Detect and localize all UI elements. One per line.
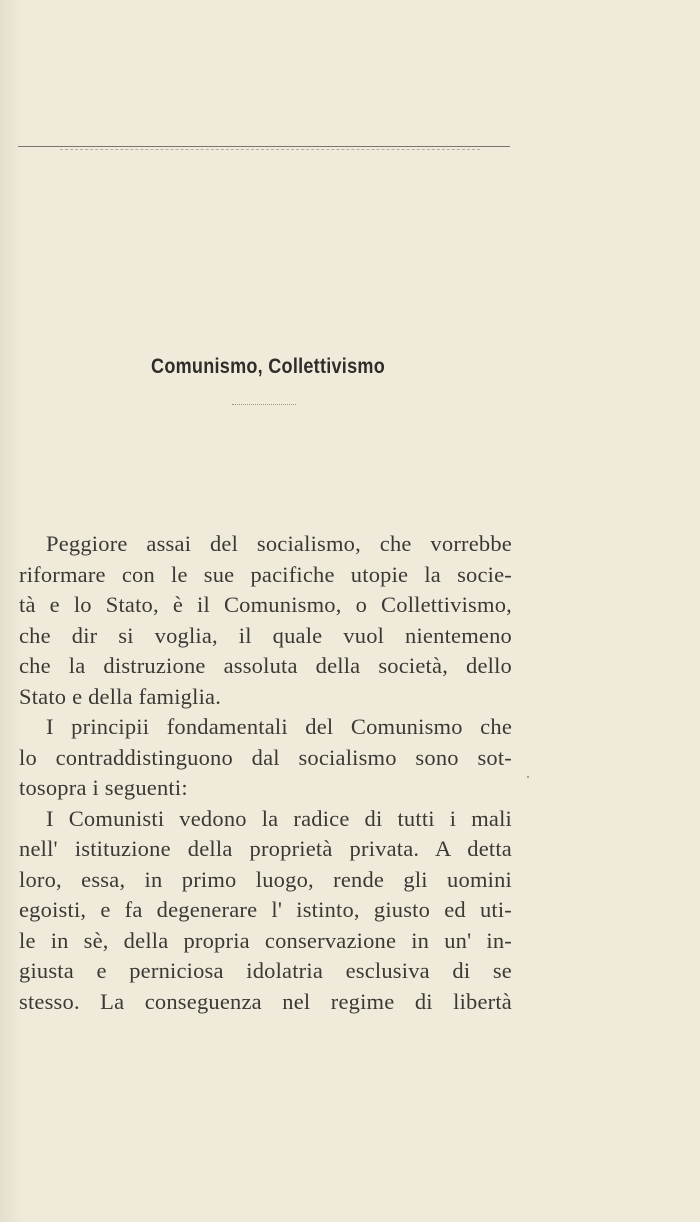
text-line: riformare con le sue pacifiche utopie la socie- xyxy=(19,561,512,587)
text-line: I Comunisti vedono la radice di tutti i mali xyxy=(46,805,512,831)
title-divider xyxy=(232,404,296,405)
header-rule xyxy=(18,146,510,147)
header-rule-faint xyxy=(60,149,480,150)
text-line: le in sè, della propria conservazione in un' in- xyxy=(19,927,512,953)
text-line: giusta e perniciosa idolatria esclusiva di se xyxy=(19,958,512,983)
text-line: stesso. La conseguenza nel regime di libertà xyxy=(19,988,512,1014)
text-line: che dir si voglia, il quale vuol nientemeno xyxy=(19,622,512,648)
text-line: Peggiore assai del socialismo, che vorrebbe xyxy=(46,531,512,556)
text-line: loro, essa, in primo luogo, rende gli uomini xyxy=(19,866,512,892)
text-line: che la distruzione assoluta della società, dello xyxy=(19,653,512,678)
paper-speck xyxy=(527,776,529,778)
text-line: egoisti, e fa degenerare l' istinto, giusto ed uti- xyxy=(19,897,512,922)
text-line: lo contraddistinguono dal socialismo sono sot- xyxy=(19,744,512,770)
body-text xyxy=(19,529,512,1017)
chapter-title: Comunismo, Collettivismo xyxy=(151,355,385,378)
text-line: tà e lo Stato, è il Comunismo, o Collettivismo, xyxy=(19,592,512,617)
text-line: I principii fondamentali del Comunismo che xyxy=(46,714,512,739)
text-line: tosopra i seguenti: xyxy=(19,775,188,800)
text-line: Stato e della famiglia. xyxy=(19,683,222,709)
text-line: nell' istituzione della proprietà privata. A detta xyxy=(19,836,512,861)
